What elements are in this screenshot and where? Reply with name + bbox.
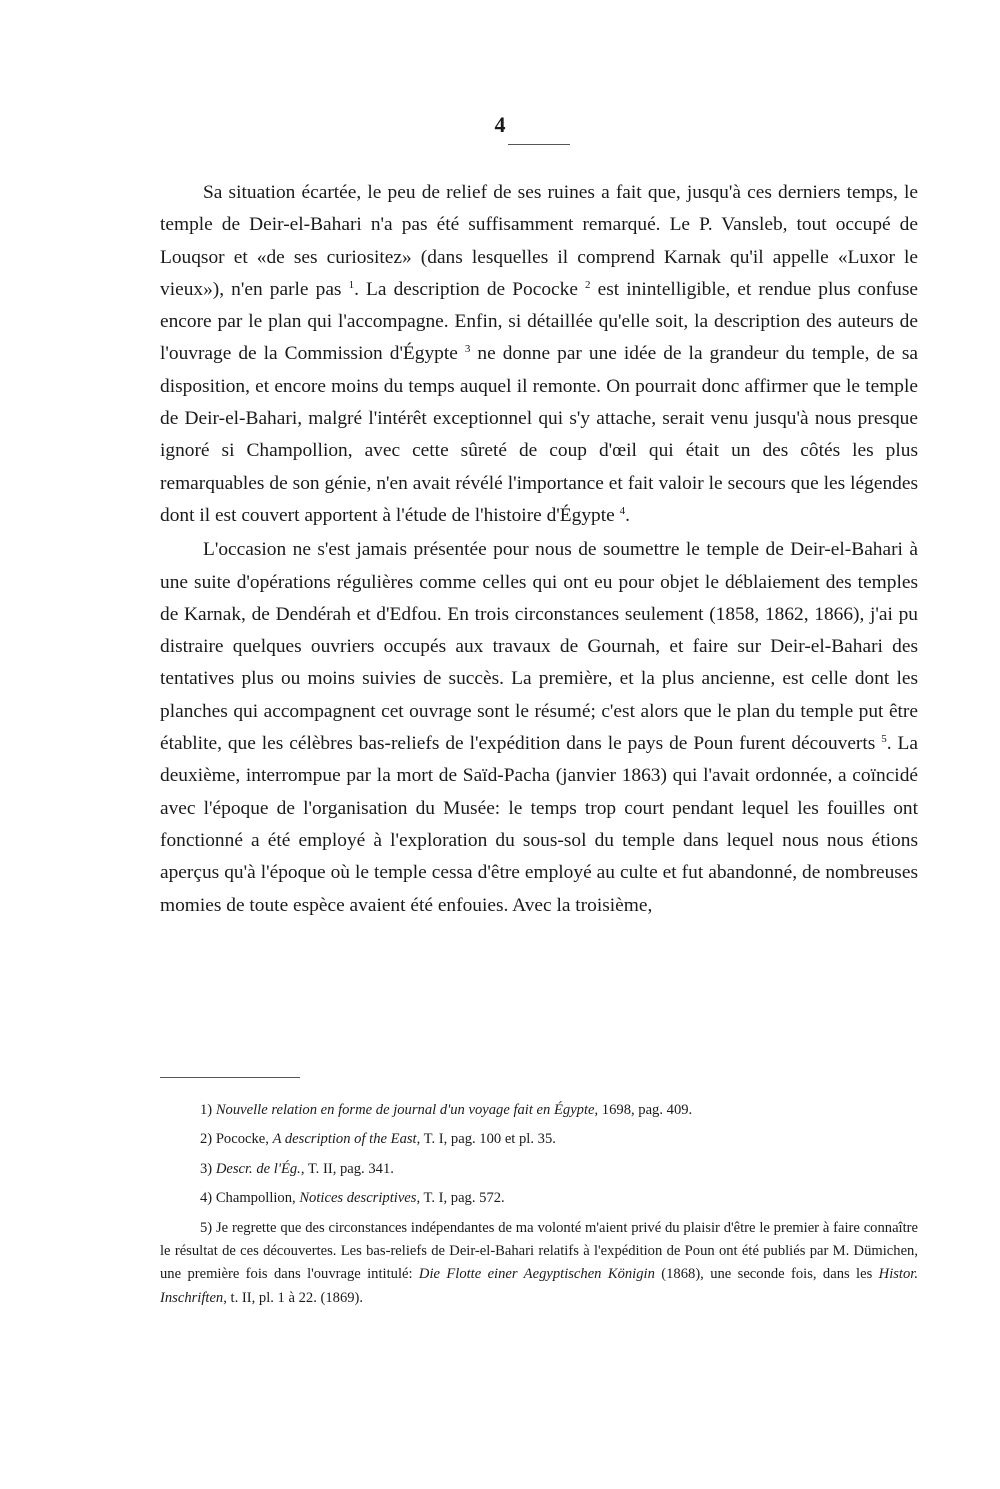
footnote-ref-4: 4 xyxy=(619,504,626,517)
text-run: . La deuxième, interrompue par la mort de Saïd-Pacha (janvier 1863) qui l'avait ordonnée, a coïncidé avec l'époque de l'organisation du Musée: le temps trop court pendant lequel les fouilles ont fonctionné a été employé à l'exploration du sous-sol du temple dans lequel nous nous étions aperçus qu'à l'époque où le temple cessa d'être employé au culte et fut abandonné, de nombreuses momies de toute espèce avaient été enfouies. Avec la troisième, xyxy=(160,733,918,916)
body-text xyxy=(160,177,918,922)
footnote-text: , 1698, pag. 409. xyxy=(594,1102,693,1118)
text-run: . La description de Pococke xyxy=(354,278,586,300)
footnote-marker: 5) xyxy=(200,1219,216,1236)
footnote-text: Pococke, xyxy=(215,1131,273,1148)
page-number-rule xyxy=(508,144,570,145)
footnote-text: Champollion, xyxy=(215,1190,300,1207)
footnote-text: , T. II, pag. 341. xyxy=(300,1160,394,1177)
footnote-text: , t. II, pl. 1 à 22. (1869). xyxy=(223,1289,364,1306)
footnote-separator xyxy=(160,1077,300,1078)
footnote-title: Notices descriptives xyxy=(299,1190,417,1207)
footnote-ref-3: 3 xyxy=(464,343,471,356)
footnotes xyxy=(160,1099,918,1316)
footnote-title: Descr. de l'Ég. xyxy=(215,1160,301,1177)
text-run: L'occasion ne s'est jamais présentée pour nous de soumettre le temple de Deir-el-Bahari à une suite d'opérations régulières comme celles qui ont eu pour objet le déblaiement des temples de Karnak, de Dendérah et d'Edfou. En trois circonstances seulement (1858, 1862, 1866), j'ai pu distraire quelques ouvriers occupés aux travaux de Gournah, et faire sur Deir-el-Bahari des tentatives plus ou moins suivies de succès. La première, et la plus ancienne, est celle dont les planches qui accompagnent cet ouvrage sont le résumé; c'est alors que le plan du temple put être établite, que les célèbres bas-reliefs de l'expédition dans le pays de Poun furent découverts xyxy=(160,539,918,755)
footnote-1 xyxy=(160,1099,918,1122)
page-number: 4 xyxy=(494,112,506,137)
footnote-4 xyxy=(160,1187,918,1210)
footnote-text: Je regrette que des circonstances indépendantes de ma volonté m'aient privé du plaisir d'être le premier à faire connaître le résultat de ces découvertes. Les bas-reliefs de Deir-el-Bahari relatifs à l'expédition de Poun ont été publiés par M. Dümichen, une première fois dans l'ouvrage intitulé: xyxy=(160,1219,918,1283)
footnote-ref-1: 1 xyxy=(348,278,355,291)
text-run: ne donne par une idée de la grandeur du temple, de sa disposition, et encore moins du temps auquel il remonte. On pourrait donc affirmer que le temple de Deir-el-Bahari, malgré l'intérêt exceptionnel qui s'y attache, serait venu jusqu'à nous presque ignoré si Champollion, avec cette sûreté de coup d'œil qui était un des côtés les plus remarquables de son génie, n'en avait révélé l'importance et fait valoir le secours que les légendes dont il est couvert apportent à l'étude de l'histoire d'Égypte xyxy=(160,343,918,526)
footnote-marker: 2) xyxy=(200,1131,216,1148)
text-run: est inintelligible, et rendue plus confuse encore par le plan qui l'accompagne. Enfin, si détaillée qu'elle soit, la description des auteurs de l'ouvrage de la Commission d'Égypte xyxy=(160,278,918,365)
footnote-title: A description of the East xyxy=(272,1131,417,1148)
footnote-text: , T. I, pag. 572. xyxy=(416,1190,505,1207)
footnote-marker: 1) xyxy=(200,1102,216,1118)
paragraph-1 xyxy=(160,177,918,532)
footnote-ref-2: 2 xyxy=(585,278,591,291)
footnote-marker: 3) xyxy=(200,1160,216,1177)
footnote-title: Histor. Inschriften xyxy=(160,1266,918,1306)
footnote-marker: 4) xyxy=(200,1190,216,1207)
text-run: Sa situation écartée, le peu de relief de ses ruines a fait que, jusqu'à ces derniers temps, le temple de Deir-el-Bahari n'a pas été suffisamment remarqué. Le P. Vansleb, tout occupé de Louqsor et «de ses curiositez» (dans lesquelles il comprend Karnak qu'il appelle «Luxor le vieux»), n'en parle pas xyxy=(160,182,918,300)
footnote-title: Die Flotte einer Aegyptischen Königin xyxy=(418,1266,655,1283)
footnote-3 xyxy=(160,1158,918,1181)
paragraph-2 xyxy=(160,534,918,922)
footnote-2 xyxy=(160,1128,918,1151)
footnote-text: (1868), une seconde fois, dans les xyxy=(654,1266,879,1283)
footnote-text: , T. I, pag. 100 et pl. 35. xyxy=(416,1131,556,1148)
footnote-ref-5: 5 xyxy=(881,733,887,746)
footnote-5 xyxy=(160,1217,918,1311)
footnote-title: Nouvelle relation en forme de journal d'un voyage fait en Égypte xyxy=(215,1102,595,1118)
text-run: . xyxy=(625,504,630,526)
